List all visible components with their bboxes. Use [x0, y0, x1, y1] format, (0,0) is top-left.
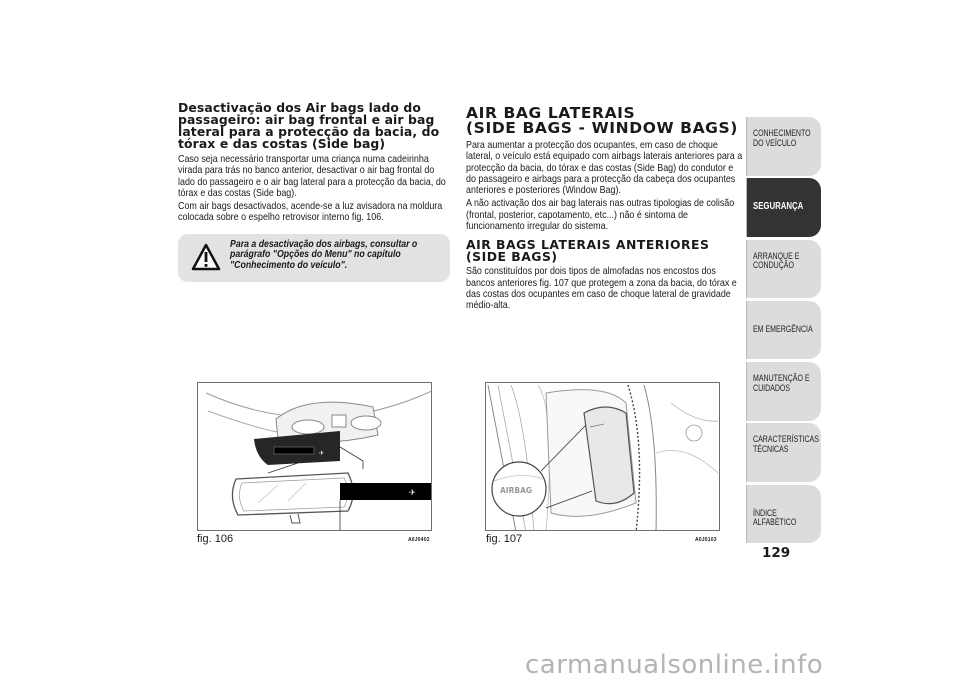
tab-manutencao-e-cuidados[interactable]: [746, 362, 821, 421]
heading-line-2: (SIDE BAGS - WINDOW BAGS): [466, 119, 738, 137]
figure-107-seat-illustration: [485, 382, 720, 531]
tab-arranque-e-conducao[interactable]: [746, 240, 821, 299]
tab-label: ARRANQUE E CONDUÇÃO: [753, 250, 800, 271]
figure-106-code: A0J0402: [408, 537, 430, 543]
paragraph-protection: Para aumentar a protecção dos ocupantes, em caso de choque lateral, o veículo está equipado com airbags laterais anteriores para a protecção da bacia, do tórax e das costas (Side Bag) do condutor e do passageiro e airbags para a protecção da cabeça dos ocupantes anteriores e posteriores (Window Bag).: [466, 140, 743, 197]
page-number: 129: [762, 545, 791, 561]
tab-label: CONHECIMENTO DO VEÍCULO: [753, 128, 811, 148]
warning-text: Para a desactivação dos airbags, consultar o parágrafo "Opções do Menu" no capítulo "Conhecimento do veículo".: [230, 238, 418, 271]
tab-label: ÍNDICE ALFABÉTICO: [753, 507, 797, 528]
warning-box: [178, 234, 450, 282]
middle-column: [466, 106, 744, 314]
chapter-tabs: [746, 117, 821, 546]
tab-label: EM EMERGÊNCIA: [753, 323, 813, 334]
warning-triangle-icon: [191, 243, 221, 271]
paragraph-cushions: São constituídos por dois tipos de almofadas nos encostos dos bancos anteriores fig. 107 que protegem a zona da bacia, do tórax e das costas dos ocupantes em caso de choque lateral de gravidade médio-alta.: [466, 266, 737, 312]
watermark: carmanualsonline.info: [525, 650, 824, 679]
seat-drawing: [486, 383, 720, 531]
figure-107-code: A0J0103: [695, 537, 717, 543]
tab-em-emergencia[interactable]: [746, 301, 821, 360]
subheading-line-2: (SIDE BAGS): [466, 249, 558, 265]
svg-text:✈: ✈: [319, 450, 325, 457]
tab-conhecimento-do-veiculo[interactable]: [746, 117, 821, 176]
airbag-label: AIRBAG: [500, 486, 533, 495]
figure-106-caption: fig. 106: [197, 533, 234, 545]
tab-indice-alfabetico[interactable]: [746, 485, 821, 544]
tab-caracteristicas-tecnicas[interactable]: [746, 423, 821, 482]
figure-106-mirror-illustration: [197, 382, 432, 531]
subheading-front-side-bags: [466, 239, 744, 263]
tab-label: CARACTERÍSTICAS TÉCNICAS: [753, 434, 819, 454]
tab-label: MANUTENÇÃO E CUIDADOS: [753, 373, 810, 393]
section-heading-side-bags: [466, 106, 744, 136]
left-column: [178, 102, 454, 282]
section-heading-deactivation: Desactivação dos Air bags lado do passageiro: air bag frontal e air bag lateral para a protecção da bacia, do tórax e das costas (Side bag): [178, 100, 440, 151]
paragraph-warning-light: Com air bags desactivados, acende-se a luz avisadora na moldura colocada sobre o espelho retrovisor interno fig. 106.: [178, 201, 443, 224]
paragraph-non-activation: A não activação dos air bag laterais nas outras tipologias de colisão (frontal, posterior, capotamento, etc...) não é sintoma de funcionamento irregular do sistema.: [466, 198, 735, 233]
figure-107-caption: fig. 107: [486, 533, 523, 545]
tab-label: SEGURANÇA: [753, 201, 804, 213]
heading-line-1: AIR BAG LATERAIS: [466, 104, 636, 122]
warning-light-detail: [340, 483, 432, 500]
svg-text:✈: ✈: [409, 488, 416, 497]
tab-seguranca[interactable]: [746, 178, 821, 237]
paragraph-child-seat: Caso seja necessário transportar uma criança numa cadeirinha virada para trás no banco anterior, desactivar o air bag frontal do lado do passageiro e o air bag lateral para a protecção da bacia, do tórax e das costas (Side bag).: [178, 154, 446, 199]
subheading-line-1: AIR BAGS LATERAIS ANTERIORES: [466, 237, 710, 253]
mirror-drawing: [198, 383, 432, 531]
